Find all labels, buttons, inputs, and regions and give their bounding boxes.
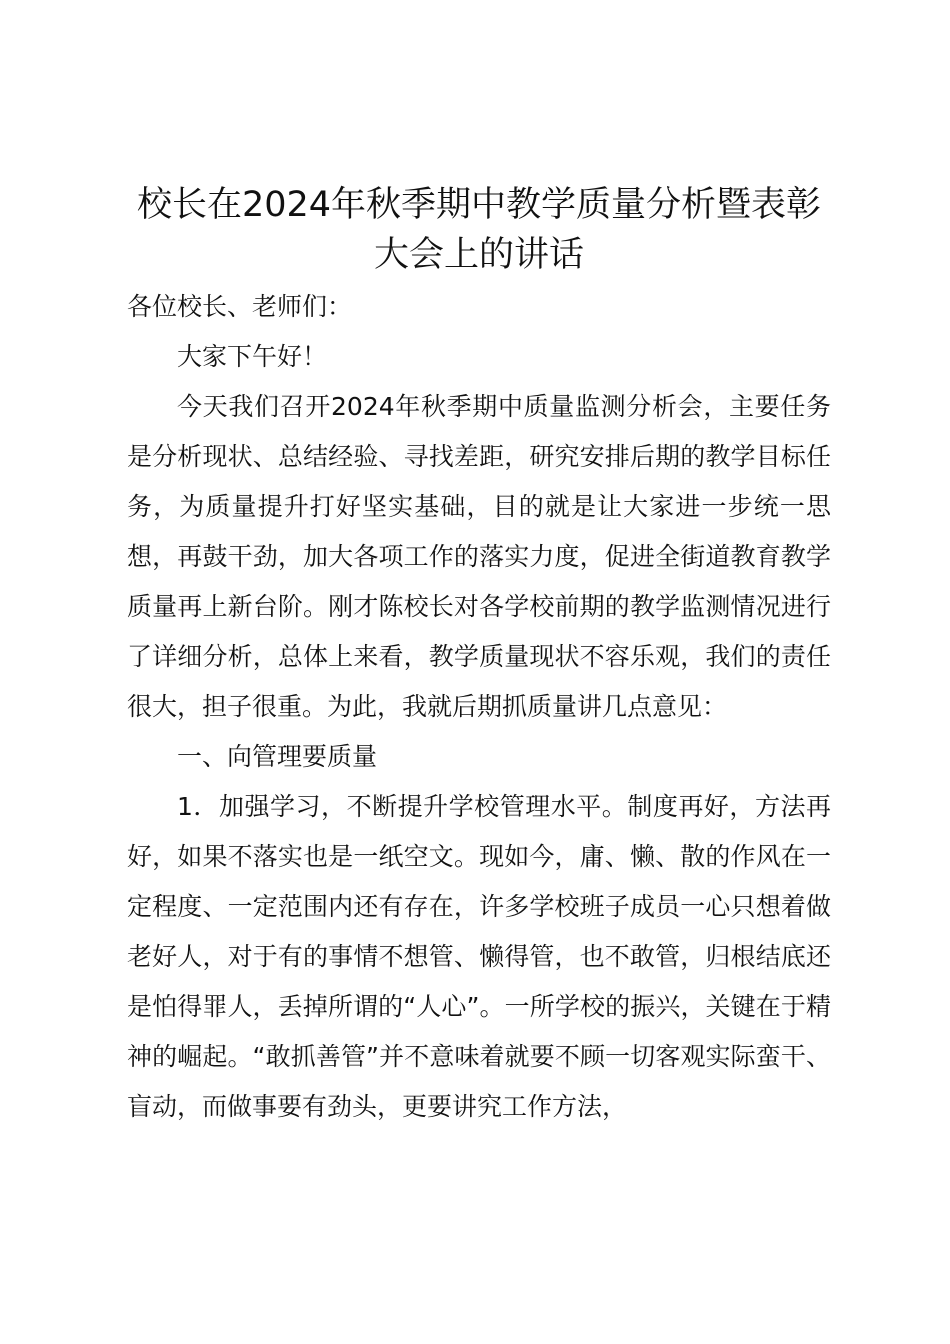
document-title: 校长在2024年秋季期中教学质量分析暨表彰大会上的讲话 <box>136 185 822 275</box>
document-body <box>127 180 831 1132</box>
paragraph-intro: 今天我们召开2024年秋季期中质量监测分析会，主要任务是分析现状、总结经验、寻找差距，研究安排后期的教学目标任务，为质量提升打好坚实基础，目的就是让大家进一步统一思想，再鼓干劲，加大各项工作的落实力度，促进全街道教育教学质量再上新台阶。刚才陈校长对各学校前期的教学监测情况进行了详细分析，总体上来看，教学质量现状不容乐观，我们的责任很大，担子很重。为此，我就后期抓质量讲几点意见： <box>127 392 831 721</box>
paragraph-greeting: 大家下午好！ <box>177 342 328 371</box>
paragraph-point-1: 1．加强学习，不断提升学校管理水平。制度再好，方法再好，如果不落实也是一纸空文。现如今，庸、懒、散的作风在一定程度、一定范围内还有存在，许多学校班子成员一心只想着做老好人，对于有的事情不想管、懒得管，也不敢管，归根结底还是怕得罪人，丢掉所谓的“人心”。一所学校的振兴，关键在于精神的崛起。“敢抓善管”并不意味着就要不顾一切客观实际蛮干、盲动，而做事要有劲头，更要讲究工作方法， <box>127 792 831 1121</box>
salutation: 各位校长、老师们： <box>127 292 353 321</box>
section-heading-management: 一、向管理要质量 <box>177 742 378 771</box>
